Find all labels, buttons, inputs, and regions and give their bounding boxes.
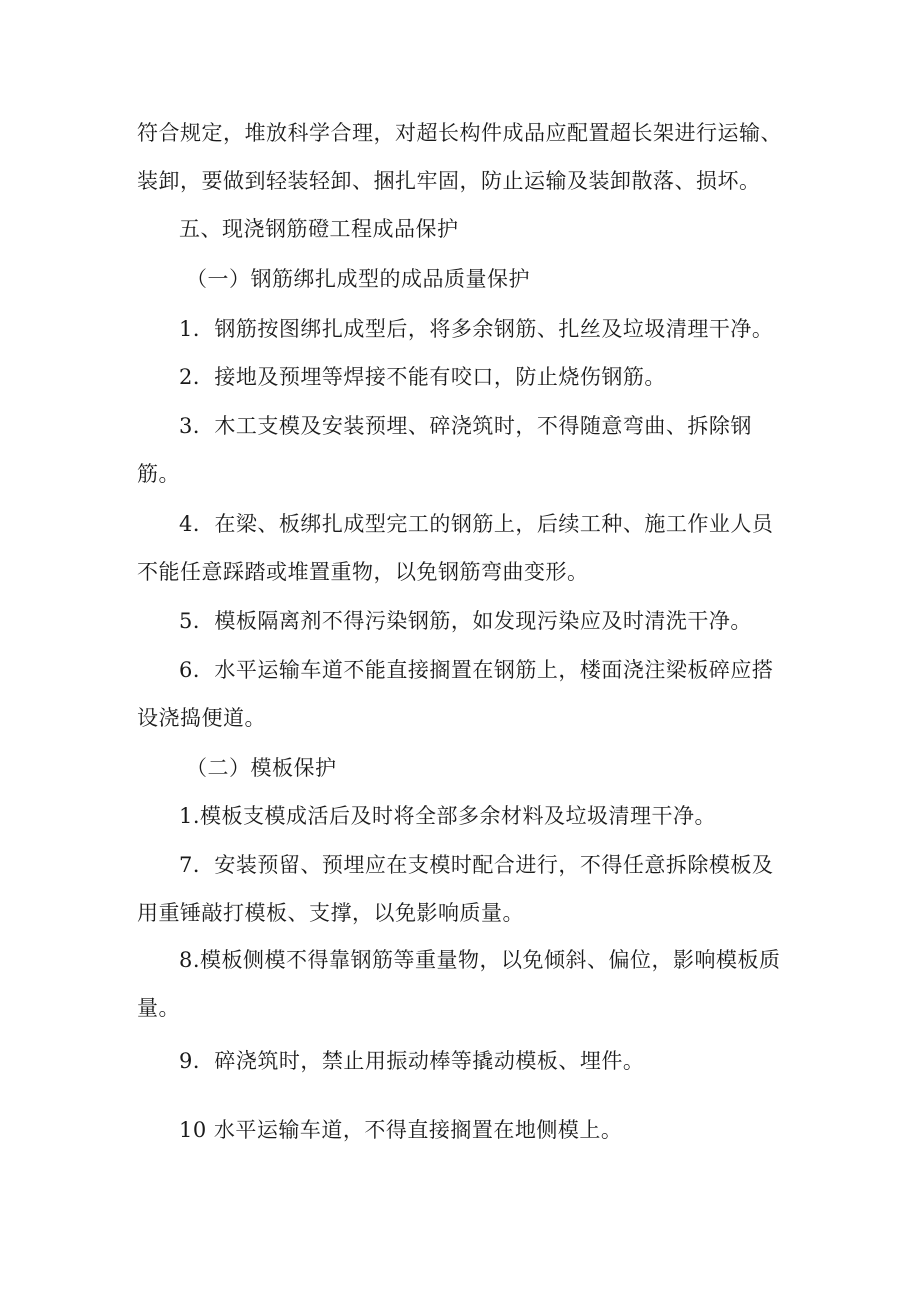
list-item-continuation: 筋。 (137, 462, 180, 486)
list-item: 9．碎浇筑时，禁止用振动棒等撬动模板、埋件。 (179, 1049, 645, 1073)
subsection-heading: （一）钢筋绑扎成型的成品质量保护 (186, 267, 530, 291)
list-item: 7．安装预留、预埋应在支模时配合进行，不得任意拆除模板及 (179, 853, 774, 877)
list-item: 4．在梁、板绑扎成型完工的钢筋上，后续工种、施工作业人员 (179, 512, 774, 536)
list-item-continuation: 不能任意踩踏或堆置重物，以免钢筋弯曲变形。 (137, 560, 589, 584)
list-item: 2．接地及预埋等焊接不能有咬口，防止烧伤钢筋。 (179, 365, 666, 389)
paragraph-line: 符合规定，堆放科学合理，对超长构件成品应配置超长架进行运输、 (137, 121, 782, 145)
list-item: 5．模板隔离剂不得污染钢筋，如发现污染应及时清洗干净。 (179, 609, 752, 633)
list-item: 1.模板支模成活后及时将全部多余材料及垃圾清理干净。 (179, 804, 717, 828)
list-item: 10 水平运输车道，不得直接搁置在地侧模上。 (179, 1118, 623, 1142)
list-item: 8.模板侧模不得靠钢筋等重量物，以免倾斜、偏位，影响模板质 (179, 948, 781, 972)
section-heading: 五、现浇钢筋磴工程成品保护 (179, 217, 459, 241)
list-item-continuation: 用重锤敲打模板、支撑，以免影响质量。 (137, 901, 524, 925)
list-item: 6．水平运输车道不能直接搁置在钢筋上，楼面浇注梁板碎应搭 (179, 658, 774, 682)
list-item: 3．木工支模及安装预埋、碎浇筑时，不得随意弯曲、拆除钢 (179, 414, 752, 438)
subsection-heading: （二）模板保护 (186, 756, 337, 780)
list-item-continuation: 量。 (137, 996, 180, 1020)
paragraph-line: 装卸，要做到轻装轻卸、捆扎牢固，防止运输及装卸散落、损坏。 (137, 169, 761, 193)
list-item-continuation: 设浇捣便道。 (137, 706, 266, 730)
list-item: 1．钢筋按图绑扎成型后，将多余钢筋、扎丝及垃圾清理干净。 (179, 317, 774, 341)
